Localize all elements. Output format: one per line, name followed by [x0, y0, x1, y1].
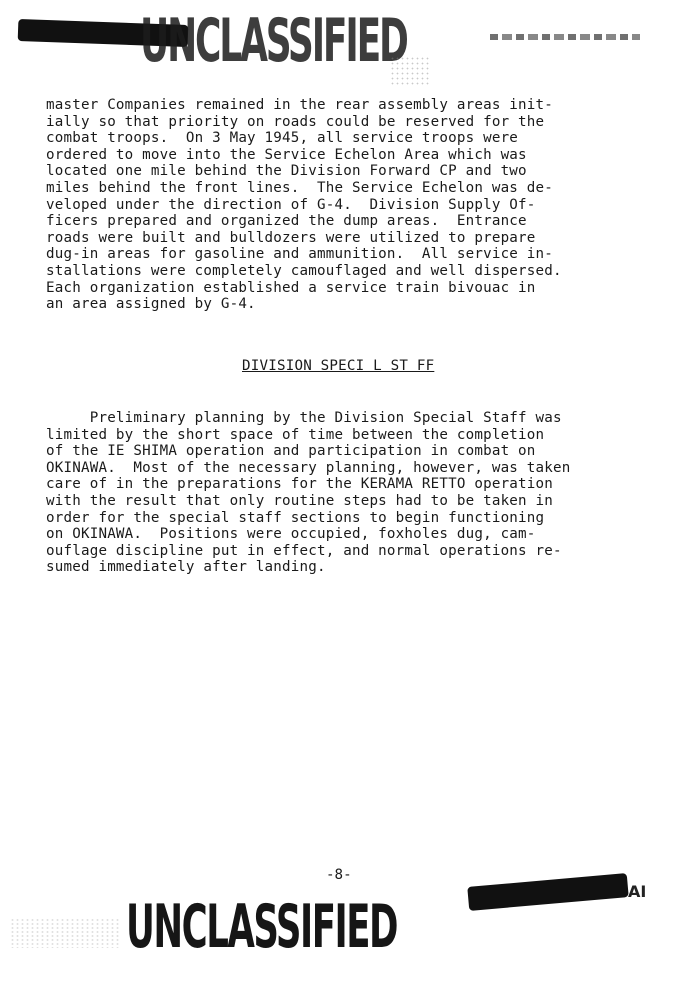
page-number: -8-	[326, 867, 352, 883]
bottom-speckle-noise	[10, 918, 120, 948]
section-heading-division-special-staff: DIVISION SPECI L ST FF	[242, 358, 435, 374]
bottom-classification-stamp: UNCLASSIFIED	[126, 892, 398, 962]
body-paragraph-service-echelon: master Companies remained in the rear assembly areas init- ially so that priority on roads could be reserved for the combat troops. On 3 May 1945, all service troops were ordered to move into the Service Echelon Area which was located one mile behind the Division Forward CP and two miles behind the front lines. The Service Echelon was de- veloped under the direction of G-4. Division Supply Of- ficers prepared and organized the dump areas. Entrance roads were built and bulldozers were utilized to prepare dug-in areas for gasoline and ammunition. All service in- stallations were completely camouflaged and well dispersed. Each organization established a service train bivouac in an area assigned by G-4.	[46, 97, 562, 313]
top-classification-stamp: UNCLASSIFIED	[140, 6, 407, 76]
body-paragraph-special-staff: Preliminary planning by the Division Special Staff was limited by the short space of time between the completion of the IE SHIMA operation and participation in combat on OKINAWA. Most of the necessary planning, however, was taken care of in the preparations for the KERAMA RETTO operation with the result that only routine steps had to be taken in order for the special staff sections to begin functioning on OKINAWA. Positions were occupied, foxholes dug, cam- ouflage discipline put in effect, and normal operations re- sumed immediately after landing.	[46, 410, 571, 576]
top-right-redaction-smear	[490, 34, 640, 40]
top-speckle-noise	[390, 56, 430, 86]
bottom-redaction-bar	[467, 873, 628, 911]
bottom-redaction-tail-text: AI	[628, 882, 647, 901]
